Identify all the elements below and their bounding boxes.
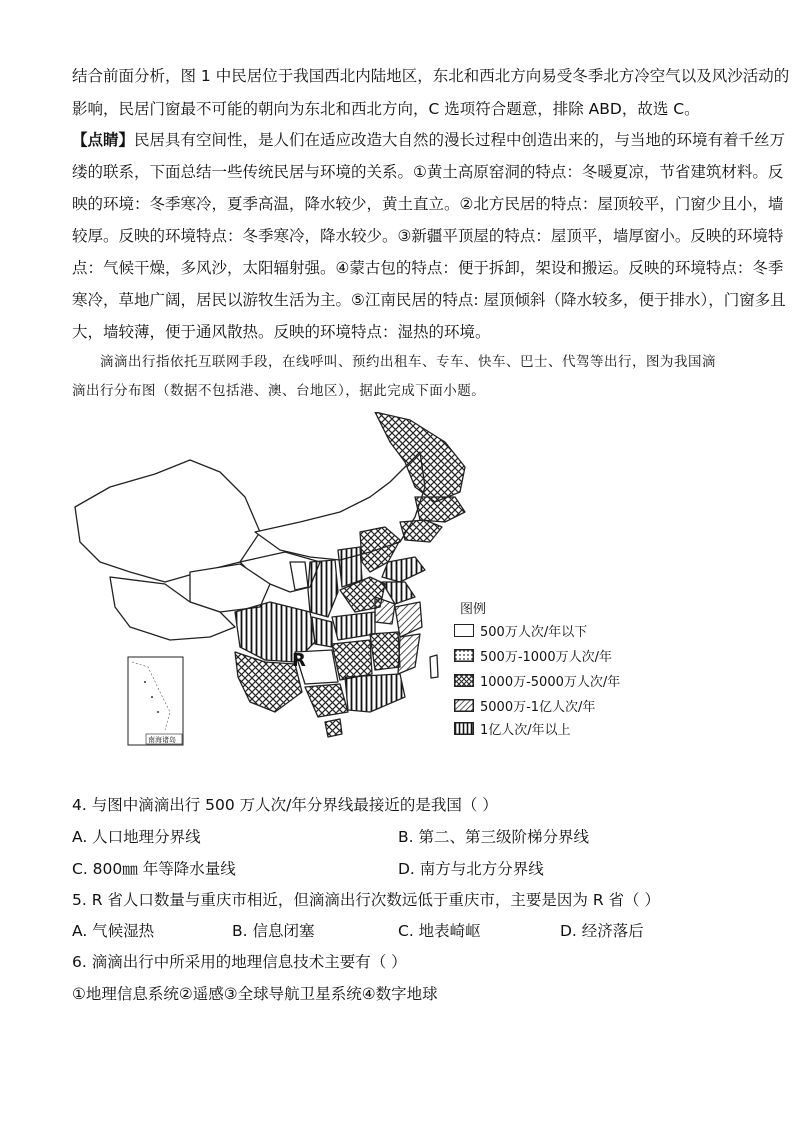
province-taiwan — [430, 655, 438, 678]
paragraph-2-line: 较厚。反映的环境特点：冬季寒冷，降水较少。③新疆平顶屋的特点：屋顶平，墙厚窗小。反映的环境特 — [72, 227, 784, 245]
legend-item: 1亿人次/年以上 — [454, 719, 571, 738]
legend-swatch-dots — [454, 649, 474, 662]
paragraph-2-line: 映的环境：冬季寒冷，夏季高温，降水较少，黄土直立。②北方民居的特点：屋顶较平，门窗少且小，墙 — [72, 195, 784, 213]
question-4-option-c[interactable]: C. 800㎜ 年等降水量线 — [72, 860, 236, 878]
legend-item: 500万人次/年以下 — [454, 621, 587, 640]
question-6-stem: 6. 滴滴出行中所采用的地理信息技术主要有（ ） — [72, 953, 407, 971]
legend-item: 5000万-1亿人次/年 — [454, 696, 595, 715]
intro-line-2: 滴出行分布图（数据不包括港、澳、台地区），据此完成下面小题。 — [72, 383, 486, 399]
question-6-statements: ①地理信息系统②遥感③全球导航卫星系统④数字地球 — [72, 985, 438, 1003]
question-5-stem: 5. R 省人口数量与重庆市相近，但滴滴出行次数远低于重庆市，主要是因为 R 省（ ） — [72, 891, 660, 909]
question-4-stem: 4. 与图中滴滴出行 500 万人次/年分界线最接近的是我国（ ） — [72, 796, 498, 814]
legend-swatch-vert — [454, 722, 474, 735]
province-jilin — [415, 497, 465, 522]
note-text: 民居具有空间性，是人们在适应改造大自然的漫长过程中创造出来的，与当地的环境有着千丝万 — [134, 131, 786, 149]
province-anhui — [375, 597, 395, 624]
province-zhejiang — [395, 602, 422, 637]
south-china-sea-inset — [128, 657, 183, 745]
intro-line-1: 滴滴出行指依托互联网手段，在线呼叫、预约出租车、专车、快车、巴士、代驾等出行，图为我国滴 — [100, 354, 716, 370]
legend-title: 图例 — [460, 602, 487, 617]
legend-item: 500万-1000万人次/年 — [454, 646, 612, 665]
province-chongqing — [312, 617, 332, 647]
paragraph-2-line: 大，墙较薄，便于通风散热。反映的环境特点：湿热的环境。 — [72, 323, 491, 341]
legend-swatch-blank — [454, 624, 474, 637]
inset-label: 南海诸岛 — [148, 736, 176, 744]
province-hunan — [332, 640, 372, 680]
province-hubei — [332, 612, 375, 640]
legend-item: 1000万-5000万人次/年 — [454, 671, 620, 690]
province-xinjiang — [75, 460, 260, 582]
question-5-option-d[interactable]: D. 经济落后 — [560, 922, 644, 940]
legend-swatch-diag — [454, 699, 474, 712]
province-jiangxi — [370, 632, 400, 670]
province-guangxi — [305, 684, 348, 717]
region-r-label: R — [292, 650, 306, 671]
question-4-option-b[interactable]: B. 第二、第三级阶梯分界线 — [398, 828, 589, 846]
province-shaanxi — [308, 560, 338, 617]
question-4-option-d[interactable]: D. 南方与北方分界线 — [398, 860, 544, 878]
paragraph-1-line-1: 结合前面分析，图 1 中民居位于我国西北内陆地区，东北和西北方向易受冬季北方冷空气以及风沙活动的 — [72, 67, 790, 85]
question-5-option-c[interactable]: C. 地表崎岖 — [398, 922, 481, 940]
question-5-option-a[interactable]: A. 气候湿热 — [72, 922, 155, 940]
province-fujian — [398, 634, 420, 674]
paragraph-2-line: 寒冷，草地广阔，居民以游牧生活为主。⑤江南民居的特点: 屋顶倾斜（降水较多，便于排水），门窗多且 — [72, 291, 786, 309]
province-guangdong — [345, 674, 405, 712]
paragraph-1-line-2: 影响，民居门窗最不可能的朝向为东北和西北方向，C 选项符合题意，排除 ABD，故选 C。 — [72, 100, 700, 118]
province-liaoning — [400, 520, 442, 542]
paragraph-2-line: 缕的联系，下面总结一些传统民居与环境的关系。①黄土高原窑洞的特点：冬暖夏凉，节省建筑材料。反 — [72, 163, 784, 181]
note-first-line — [72, 130, 785, 150]
question-5-option-b[interactable]: B. 信息闭塞 — [232, 922, 315, 940]
province-hainan — [325, 719, 342, 737]
paragraph-2-line: 点：气候干燥，多风沙，太阳辐射强。④蒙古包的特点：便于拆卸，架设和搬运。反映的环境特点：冬季 — [72, 259, 784, 277]
note-label: 【点睛】 — [72, 131, 135, 149]
province-shanxi — [338, 547, 362, 587]
legend-swatch-cross — [454, 674, 474, 687]
question-4-option-a[interactable]: A. 人口地理分界线 — [72, 828, 201, 846]
province-inner-mongolia — [255, 452, 425, 560]
